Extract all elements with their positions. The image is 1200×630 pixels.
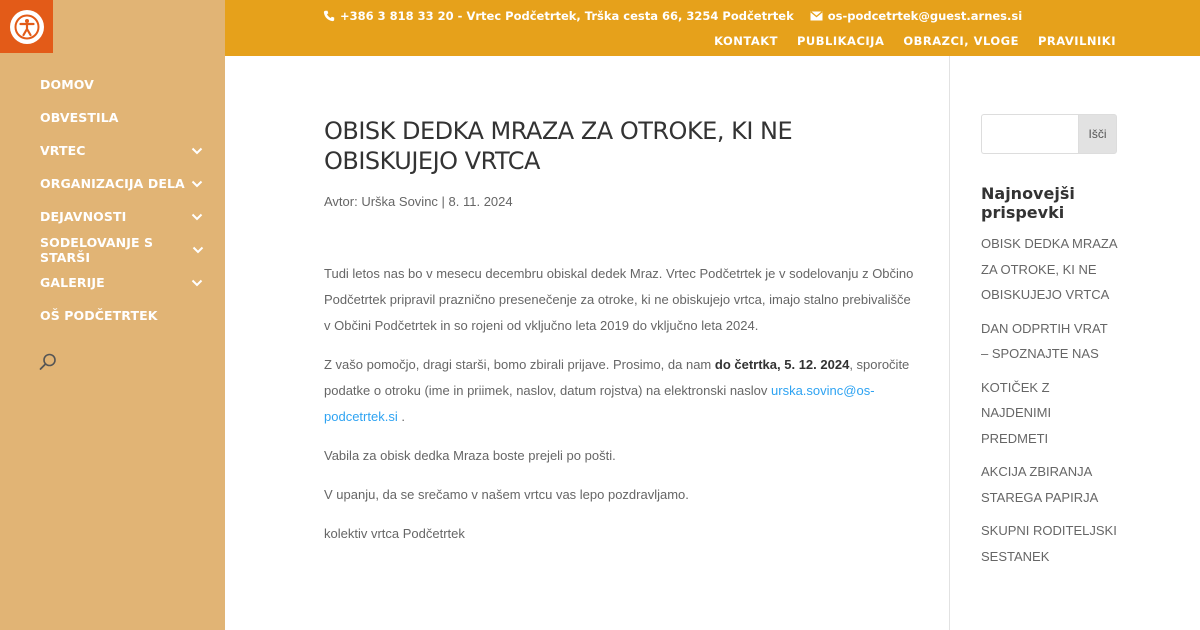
deadline-text: do četrtka, 5. 12. 2024 xyxy=(714,357,850,372)
email-icon xyxy=(810,11,823,21)
topnav-item-pravilniki[interactable]: PRAVILNIKI xyxy=(1037,34,1116,48)
left-sidebar xyxy=(0,0,225,630)
sidebar-item-organizacija-dela[interactable] xyxy=(40,167,210,200)
post-title: OBISK DEDKA MRAZA ZA OTROKE, KI NE OBISKUJEJO VRTCA xyxy=(324,117,793,175)
sidebar-nav xyxy=(40,68,210,332)
post-meta xyxy=(324,194,914,209)
post-body xyxy=(324,261,914,547)
topnav-item-obrazci-vloge[interactable]: OBRAZCI, VLOGE xyxy=(903,34,1019,48)
contact-phone-address[interactable]: +386 3 818 33 20 - Vrtec Podčetrtek, Trška cesta 66, 3254 Podčetrtek xyxy=(340,9,794,23)
right-sidebar xyxy=(981,114,1117,577)
chevron-down-icon[interactable] xyxy=(190,276,204,290)
sidebar-item-label: OBVESTILA xyxy=(40,110,119,125)
paragraph-text: . xyxy=(397,409,405,424)
sidebar-item-galerije[interactable] xyxy=(40,266,210,299)
recent-post-link[interactable]: SKUPNI RODITELJSKI SESTANEK xyxy=(981,523,1117,564)
paragraph-text: , sporočite podatke o otroku (ime in priimek, naslov, datum rojstva) na elektronski naslov xyxy=(324,357,910,398)
meta-prefix: Avtor: xyxy=(324,194,362,209)
sidebar-item-label: ORGANIZACIJA DELA xyxy=(40,176,185,191)
contact-email[interactable]: os-podcetrtek@guest.arnes.si xyxy=(827,9,1023,23)
recent-post-link[interactable]: AKCIJA ZBIRANJA STAREGA PAPIRJA xyxy=(981,464,1099,505)
post-paragraph: V upanju, da se srečamo v našem vrtcu vas lepo pozdravljamo. xyxy=(324,487,689,502)
top-bar xyxy=(225,0,1200,56)
sidebar-item-os-podcetrtek[interactable] xyxy=(40,299,210,332)
content-divider xyxy=(949,56,950,630)
widget-search xyxy=(981,114,1117,154)
contact-info xyxy=(323,9,1022,23)
sidebar-item-label: DOMOV xyxy=(40,77,94,92)
post-date: 8. 11. 2024 xyxy=(448,194,513,209)
recent-post-link[interactable]: DAN ODPRTIH VRAT – SPOZNAJTE NAS xyxy=(981,320,1108,361)
recent-posts-list xyxy=(981,231,1117,569)
sidebar-item-sodelovanje-s-starsi[interactable] xyxy=(40,233,210,266)
post-content xyxy=(324,116,914,560)
sidebar-item-label: VRTEC xyxy=(40,143,86,158)
search-button[interactable]: Išči xyxy=(1078,114,1117,154)
chevron-down-icon[interactable] xyxy=(190,210,204,224)
recent-post-link[interactable]: KOTIČEK Z NAJDENIMI PREDMETI xyxy=(981,379,1052,446)
top-nav xyxy=(714,34,1116,48)
post-paragraph: Tudi letos nas bo v mesecu decembru obiskal dedek Mraz. Vrtec Podčetrtek je v sodelovanju z Občino Podčetrtek pripravil praznično presenečenje za otroke, ki ne obiskujejo vrtca, imajo stalno prebivališče v Občini Podčetrtek in so rojeni od vključno leta 2019 do vključno leta 2024. xyxy=(324,266,914,333)
sidebar-item-label: OŠ PODČETRTEK xyxy=(40,308,158,323)
post-author-link[interactable]: Urška Sovinc xyxy=(361,194,438,209)
post-paragraph: kolektiv vrtca Podčetrtek xyxy=(324,526,465,541)
search-input[interactable] xyxy=(981,114,1078,154)
sidebar-item-label: SODELOVANJE S STARŠI xyxy=(40,234,154,265)
topnav-item-publikacija[interactable]: PUBLIKACIJA xyxy=(797,34,885,48)
search-icon[interactable] xyxy=(38,352,58,372)
email-link[interactable]: urska.sovinc@os-podcetrtek.si xyxy=(324,383,875,424)
phone-icon xyxy=(323,10,335,22)
sidebar-item-domov[interactable] xyxy=(40,68,210,101)
accessibility-icon xyxy=(10,10,44,44)
topnav-item-kontakt[interactable]: KONTAKT xyxy=(714,34,778,48)
chevron-down-icon[interactable] xyxy=(191,243,204,257)
chevron-down-icon[interactable] xyxy=(190,144,204,158)
sidebar-item-dejavnosti[interactable] xyxy=(40,200,210,233)
sidebar-item-vrtec[interactable] xyxy=(40,134,210,167)
post-paragraph xyxy=(324,352,914,430)
recent-posts-title: Najnovejši prispevki xyxy=(981,184,1075,222)
post-paragraph: Vabila za obisk dedka Mraza boste prejeli po pošti. xyxy=(324,448,616,463)
sidebar-item-label: DEJAVNOSTI xyxy=(40,209,127,224)
recent-post-link[interactable]: OBISK DEDKA MRAZA ZA OTROKE, KI NE OBISKUJEJO VRTCA xyxy=(981,236,1117,302)
chevron-down-icon[interactable] xyxy=(190,177,204,191)
meta-separator: | xyxy=(437,194,449,209)
sidebar-item-obvestila[interactable] xyxy=(40,101,210,134)
accessibility-button[interactable] xyxy=(0,0,53,53)
sidebar-item-label: GALERIJE xyxy=(40,275,105,290)
paragraph-text: Z vašo pomočjo, dragi starši, bomo zbirali prijave. Prosimo, da nam xyxy=(324,357,715,372)
